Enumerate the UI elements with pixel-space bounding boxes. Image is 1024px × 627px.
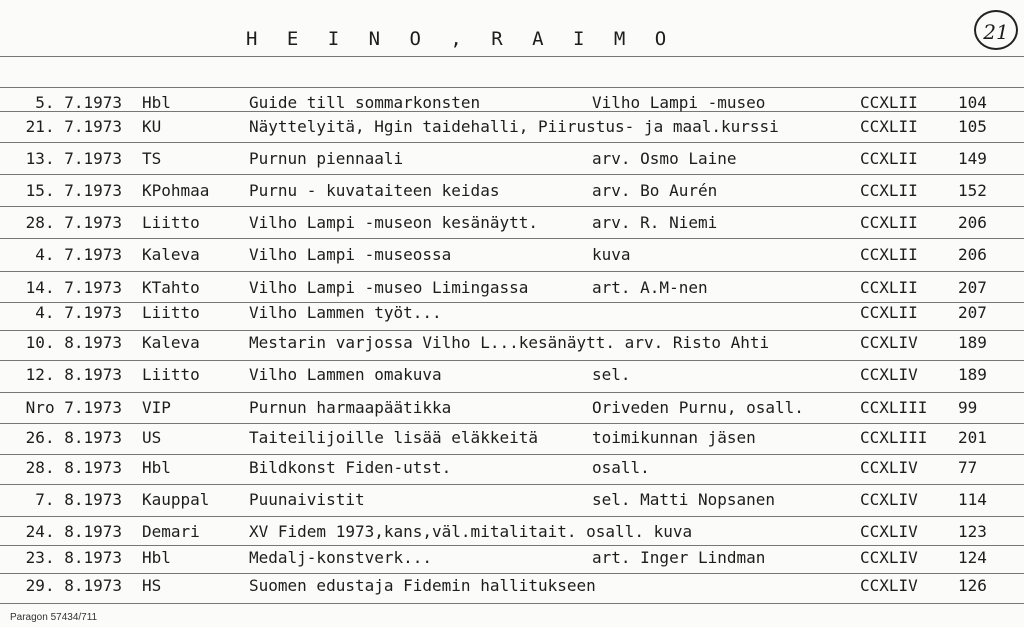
row-divider [0, 454, 1024, 455]
entry-title: Vilho Lampi -museossa [249, 245, 452, 264]
table-row [0, 117, 1024, 137]
entry-page: 201 [958, 428, 987, 447]
entry-volume: CCXLIV [860, 333, 918, 352]
row-divider [0, 330, 1024, 331]
entry-title: Bildkonst Fiden-utst. [249, 458, 452, 477]
entry-page: 104 [958, 93, 987, 112]
entry-paper: TS [142, 149, 162, 168]
row-divider [0, 360, 1024, 361]
entry-title: Medalj-konstverk... [249, 548, 433, 567]
entry-page: 123 [958, 522, 987, 541]
entry-title: XV Fidem 1973,kans,väl.mitalitait. osall. kuva [249, 522, 693, 541]
entry-date: 10. 8.1973 [25, 333, 122, 352]
page-number-stamp: 21 [974, 10, 1018, 50]
table-row [0, 548, 1024, 568]
entry-paper: KPohmaa [142, 181, 210, 200]
row-divider [0, 271, 1024, 272]
entry-title: Suomen edustaja Fidemin hallitukseen [249, 576, 596, 595]
divider [0, 87, 1024, 88]
entry-note: osall. [592, 458, 650, 477]
entry-page: 206 [958, 245, 987, 264]
table-row [0, 245, 1024, 265]
entry-paper: Liitto [142, 365, 200, 384]
table-row [0, 181, 1024, 201]
entry-note: Vilho Lampi -museo [592, 93, 766, 112]
entry-volume: CCXLIII [860, 398, 928, 417]
entry-date: 14. 7.1973 [25, 278, 122, 297]
row-divider [0, 516, 1024, 517]
entry-note: kuva [592, 245, 631, 264]
entry-paper: VIP [142, 398, 171, 417]
table-row [0, 428, 1024, 448]
entry-page: 189 [958, 365, 987, 384]
table-row [0, 93, 1024, 113]
row-divider [0, 484, 1024, 485]
entry-title: Vilho Lammen työt... [249, 303, 442, 322]
entry-volume: CCXLII [860, 181, 918, 200]
entry-date: 13. 7.1973 [25, 149, 122, 168]
entry-paper: Kaleva [142, 333, 200, 352]
entry-volume: CCXLII [860, 149, 918, 168]
entry-date: 26. 8.1973 [25, 428, 122, 447]
entry-page: 207 [958, 303, 987, 322]
row-divider [0, 142, 1024, 143]
row-divider [0, 603, 1024, 604]
table-row [0, 213, 1024, 233]
entry-page: 99 [958, 398, 978, 417]
entry-date: 28. 8.1973 [25, 458, 122, 477]
entry-volume: CCXLII [860, 117, 918, 136]
entry-title: Puunaivistit [249, 490, 365, 509]
entry-page: 124 [958, 548, 987, 567]
entry-paper: Hbl [142, 548, 171, 567]
entry-paper: Liitto [142, 303, 200, 322]
entry-volume: CCXLII [860, 93, 918, 112]
entry-title: Mestarin varjossa Vilho L...kesänäytt. arv. Risto Ahti [249, 333, 770, 352]
divider [0, 56, 1024, 57]
entry-volume: CCXLIII [860, 428, 928, 447]
row-divider [0, 206, 1024, 207]
entry-page: 114 [958, 490, 987, 509]
table-row [0, 303, 1024, 323]
entry-page: 206 [958, 213, 987, 232]
entry-date: 15. 7.1973 [25, 181, 122, 200]
table-row [0, 576, 1024, 596]
table-row [0, 333, 1024, 353]
entry-volume: CCXLII [860, 213, 918, 232]
row-divider [0, 423, 1024, 424]
row-divider [0, 174, 1024, 175]
entry-date: 29. 8.1973 [25, 576, 122, 595]
table-row [0, 522, 1024, 542]
entry-page: 105 [958, 117, 987, 136]
entry-note: sel. [592, 365, 631, 384]
entry-volume: CCXLIV [860, 458, 918, 477]
entry-paper: KTahto [142, 278, 200, 297]
entry-volume: CCXLIV [860, 576, 918, 595]
row-divider [0, 573, 1024, 574]
entry-note: art. Inger Lindman [592, 548, 766, 567]
entry-page: 189 [958, 333, 987, 352]
entry-title: Purnun piennaali [249, 149, 404, 168]
table-row [0, 398, 1024, 418]
entry-date: 4. 7.1973 [35, 245, 122, 264]
entry-date: 23. 8.1973 [25, 548, 122, 567]
entry-title: Purnun harmaapäätikka [249, 398, 452, 417]
entry-note: toimikunnan jäsen [592, 428, 756, 447]
entry-paper: Hbl [142, 93, 171, 112]
row-divider [0, 392, 1024, 393]
entry-title: Vilho Lampi -museon kesänäytt. [249, 213, 538, 232]
entry-paper: US [142, 428, 162, 447]
entry-page: 149 [958, 149, 987, 168]
table-row [0, 458, 1024, 478]
entry-volume: CCXLIV [860, 522, 918, 541]
entry-page: 77 [958, 458, 978, 477]
entry-date: 21. 7.1973 [25, 117, 122, 136]
entry-note: Oriveden Purnu, osall. [592, 398, 804, 417]
entry-paper: Hbl [142, 458, 171, 477]
table-row [0, 490, 1024, 510]
entry-paper: HS [142, 576, 162, 595]
entry-title: Vilho Lampi -museo Limingassa [249, 278, 529, 297]
entry-note: art. A.M-nen [592, 278, 708, 297]
entry-volume: CCXLII [860, 303, 918, 322]
entry-paper: Kauppal [142, 490, 210, 509]
entry-volume: CCXLII [860, 278, 918, 297]
entry-paper: Liitto [142, 213, 200, 232]
entry-note: arv. R. Niemi [592, 213, 718, 232]
entry-volume: CCXLIV [860, 548, 918, 567]
entry-volume: CCXLII [860, 245, 918, 264]
entry-volume: CCXLIV [860, 365, 918, 384]
page-title: H E I N O , R A I M O [246, 28, 676, 50]
row-divider [0, 238, 1024, 239]
entry-volume: CCXLIV [860, 490, 918, 509]
entry-paper: Demari [142, 522, 200, 541]
entry-page: 152 [958, 181, 987, 200]
entry-title: Taiteilijoille lisää eläkkeitä [249, 428, 538, 447]
table-row [0, 365, 1024, 385]
entry-page: 126 [958, 576, 987, 595]
entry-note: arv. Bo Aurén [592, 181, 718, 200]
entry-note: arv. Osmo Laine [592, 149, 737, 168]
entry-title: Näyttelyitä, Hgin taidehalli, Piirustus- ja maal.kurssi [249, 117, 779, 136]
entry-title: Guide till sommarkonsten [249, 93, 481, 112]
entry-title: Purnu - kuvataiteen keidas [249, 181, 500, 200]
row-divider [0, 545, 1024, 546]
entry-date: 24. 8.1973 [25, 522, 122, 541]
entry-title: Vilho Lammen omakuva [249, 365, 442, 384]
entry-date: 28. 7.1973 [25, 213, 122, 232]
entry-paper: KU [142, 117, 162, 136]
table-row [0, 278, 1024, 298]
entry-date: 5. 7.1973 [35, 93, 122, 112]
entry-page: 207 [958, 278, 987, 297]
entry-date: 7. 8.1973 [35, 490, 122, 509]
table-row [0, 149, 1024, 169]
entry-date: Nro 7.1973 [25, 398, 122, 417]
entry-date: 12. 8.1973 [25, 365, 122, 384]
form-code: Paragon 57434/711 [10, 612, 98, 623]
entry-note: sel. Matti Nopsanen [592, 490, 776, 509]
entry-date: 4. 7.1973 [35, 303, 122, 322]
entry-paper: Kaleva [142, 245, 200, 264]
